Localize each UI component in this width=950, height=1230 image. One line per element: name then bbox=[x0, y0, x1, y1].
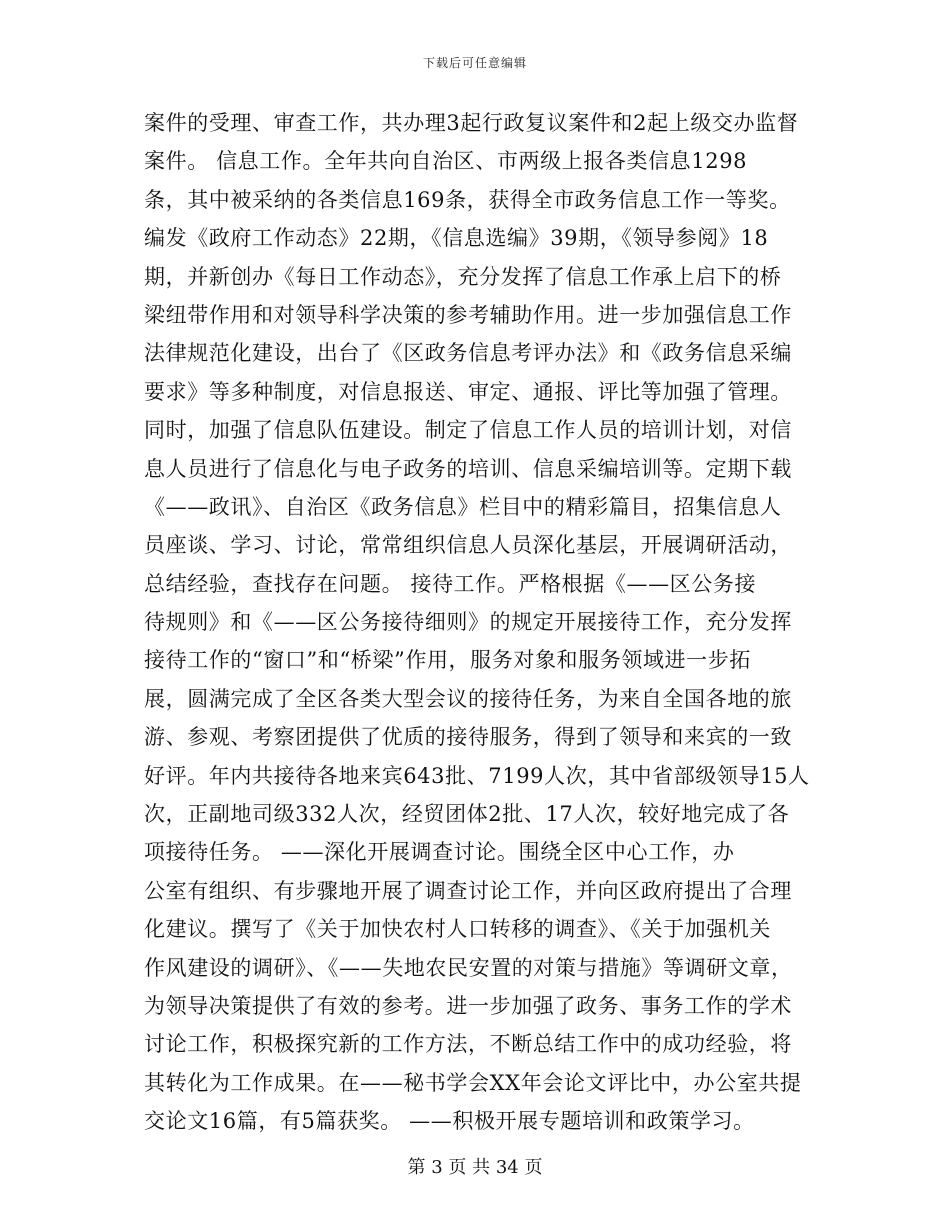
body-line: 次，正副地司级332人次，经贸团体2批、17人次，较好地完成了各 bbox=[144, 802, 790, 827]
body-line: 员座谈、学习、讨论，常常组织信息人员深化基层，开展调研活动， bbox=[144, 533, 792, 558]
body-line: 游、参观、考察团提供了优质的接待服务，得到了领导和来宾的一致 bbox=[144, 725, 792, 750]
page-number-footer: 第 3 页 共 34 页 bbox=[407, 1157, 543, 1178]
body-line: 项接待任务。 ——深化开展调查讨论。围绕全区中心工作，办 bbox=[144, 840, 735, 865]
body-line: 公室有组织、有步骤地开展了调查讨论工作，并向区政府提出了合理 bbox=[144, 878, 792, 903]
body-line: 待规则》和《——区公务接待细则》的规定开展接待工作，充分发挥 bbox=[144, 610, 792, 635]
body-line: 接待工作的“窗口”和“桥梁”作用，服务对象和服务领域进一步拓 bbox=[144, 648, 751, 673]
body-line: 梁纽带作用和对领导科学决策的参考辅助作用。进一步加强信息工作 bbox=[144, 302, 792, 327]
body-line: 为领导决策提供了有效的参考。进一步加强了政务、事务工作的学术 bbox=[144, 993, 792, 1018]
body-line: 同时，加强了信息队伍建设。制定了信息工作人员的培训计划，对信 bbox=[144, 418, 792, 443]
body-line: 法律规范化建设，出台了《区政务信息考评办法》和《政务信息采编 bbox=[144, 341, 792, 366]
body-line: 编发《政府工作动态》22期，《信息选编》39期，《领导参阅》18 bbox=[144, 226, 769, 251]
body-line: 案件。 信息工作。全年共向自治区、市两级上报各类信息1298 bbox=[144, 149, 748, 174]
body-line: 讨论工作，积极探究新的工作方法，不断总结工作中的成功经验，将 bbox=[144, 1032, 792, 1057]
body-line: 要求》等多种制度，对信息报送、审定、通报、评比等加强了管理。 bbox=[144, 379, 792, 404]
body-line: 《——政讯》、自治区《政务信息》栏目中的精彩篇目，招集信息人 bbox=[144, 494, 782, 519]
body-line: 总结经验，查找存在问题。 接待工作。严格根据《——区公务接 bbox=[144, 571, 757, 596]
body-line: 作风建设的调研》、《——失地农民安置的对策与措施》等调研文章， bbox=[144, 955, 793, 980]
body-line: 案件的受理、审查工作，共办理3起行政复议案件和2起上级交办监督 bbox=[144, 111, 799, 135]
body-line: 化建议。撰写了《关于加快农村人口转移的调查》、《关于加强机关 bbox=[144, 917, 771, 942]
body-line: 好评。年内共接待各地来宾643批、7199人次，其中省部级领导15人 bbox=[144, 763, 810, 788]
document-body bbox=[144, 104, 824, 1141]
page-header: 下载后可任意编辑 bbox=[422, 56, 527, 70]
body-line: 其转化为工作成果。在——秘书学会XX年会论文评比中，办公室共提 bbox=[144, 1070, 802, 1095]
body-line: 期，并新创办《每日工作动态》，充分发挥了信息工作承上启下的桥 bbox=[144, 264, 782, 289]
body-line: 交论文16篇，有5篇获奖。 ——积极开展专题培训和政策学习。 bbox=[144, 1109, 755, 1134]
body-line: 条，其中被采纳的各类信息169条，获得全市政务信息工作一等奖。 bbox=[144, 187, 791, 212]
body-line: 展，圆满完成了全区各类大型会议的接待任务，为来自全国各地的旅 bbox=[144, 686, 792, 711]
body-line: 息人员进行了信息化与电子政务的培训、信息采编培训等。定期下载 bbox=[144, 456, 792, 481]
